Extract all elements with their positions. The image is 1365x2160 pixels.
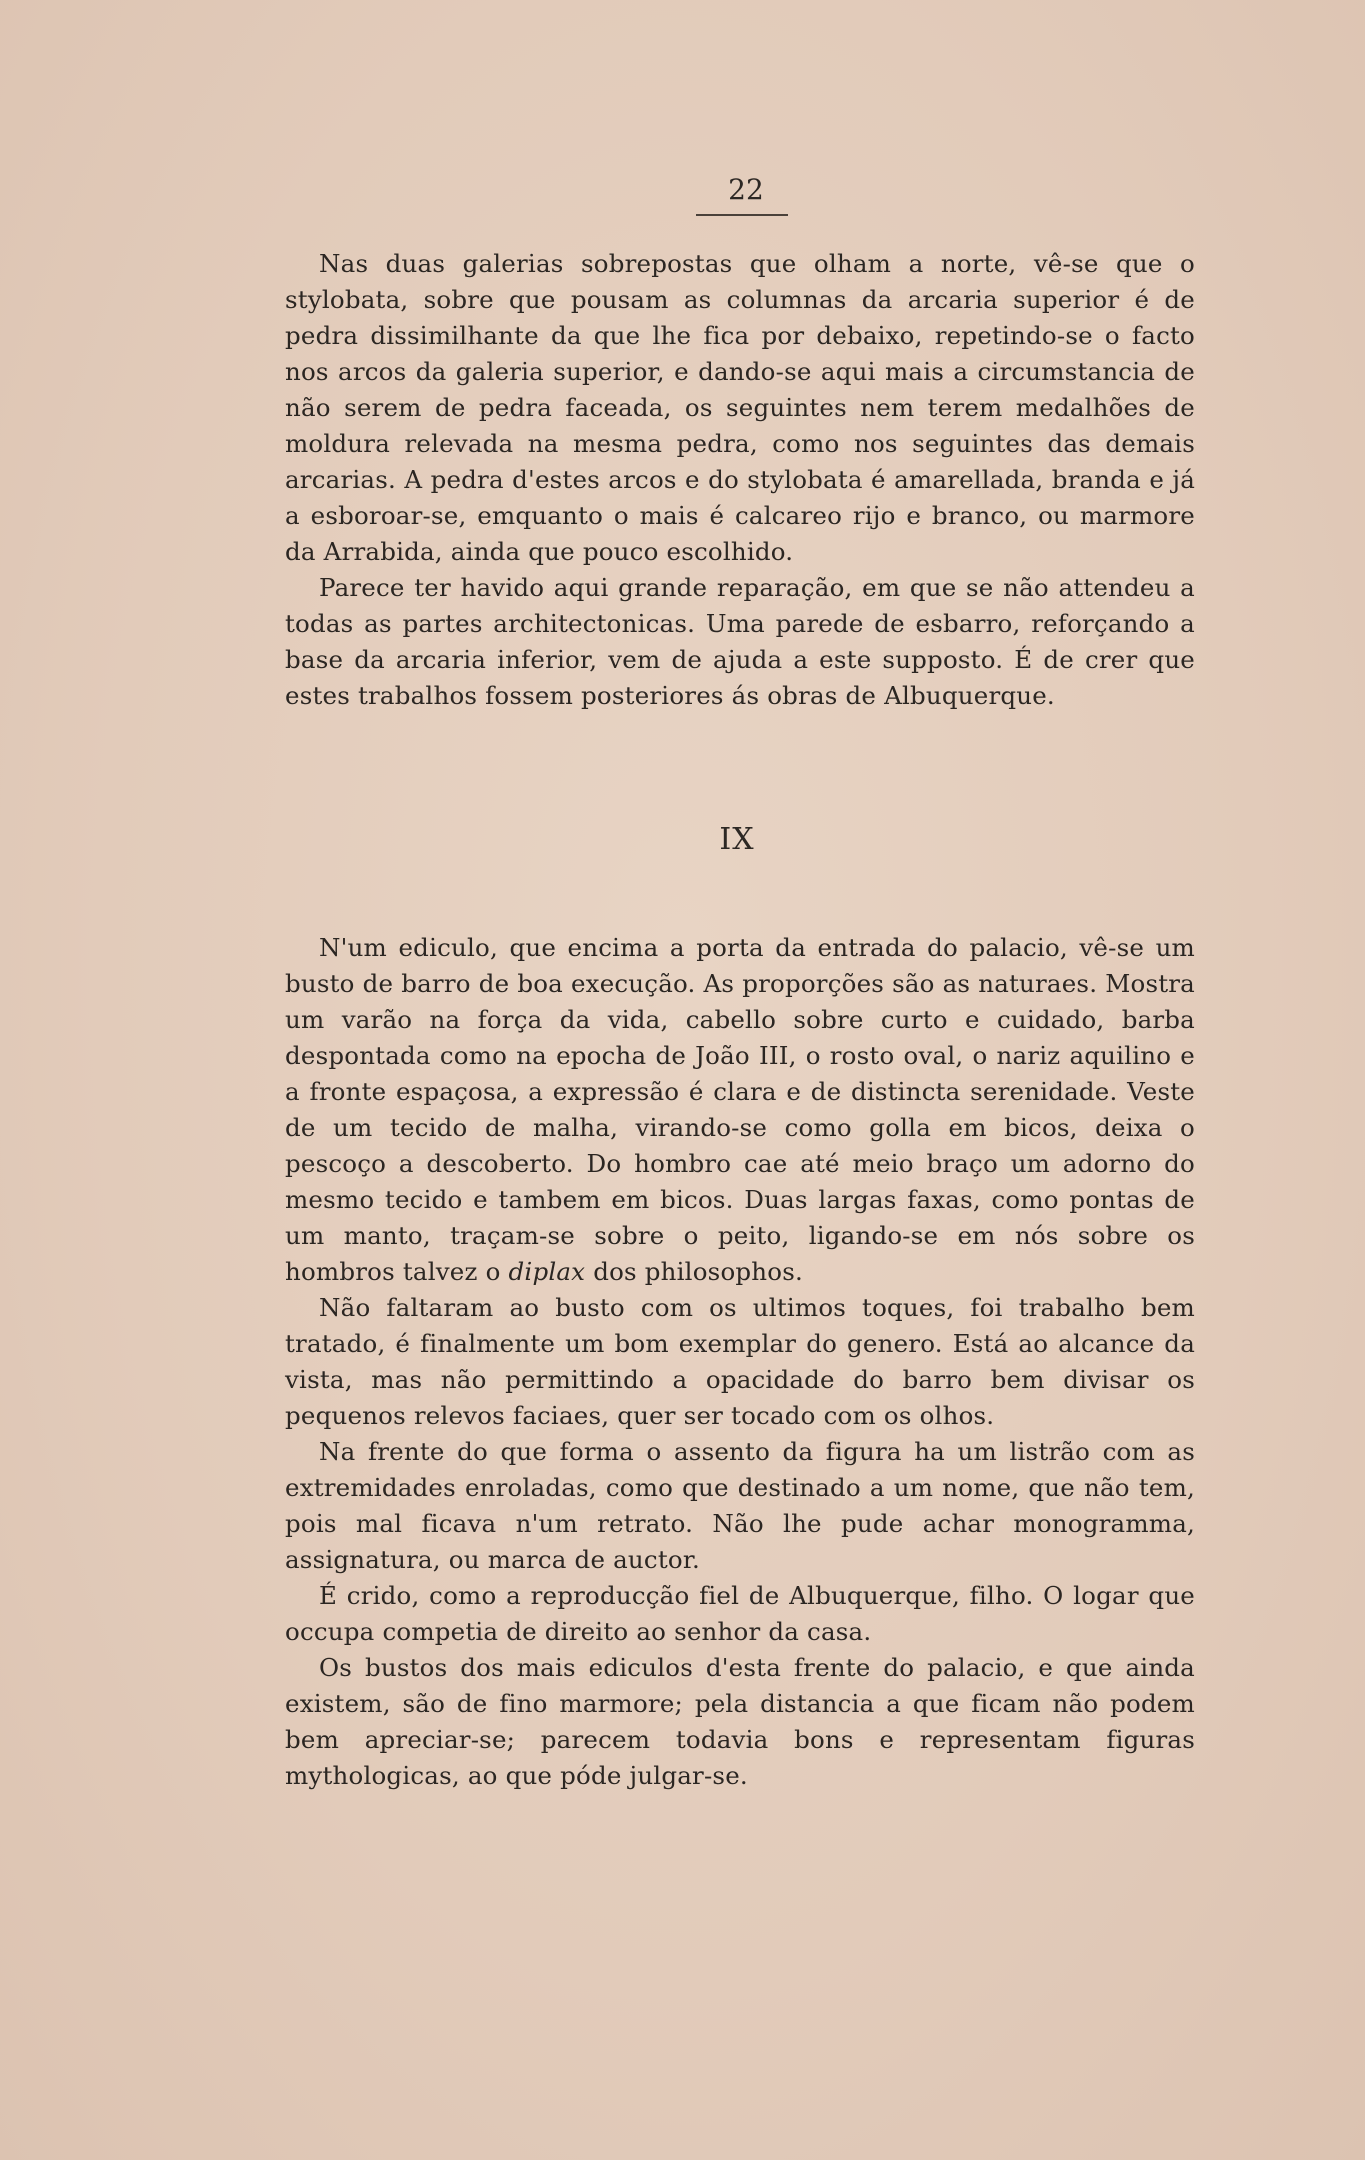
paragraph: Na frente do que forma o assento da figura ha um listrão com as extremidades enroladas, como que destinado a um nome, que não tem, pois mal ficava n'um retrato. Não lhe pude achar monogramma, assignatura, ou marca de auctor. [285, 1437, 1195, 1574]
paragraph-text: N'um ediculo, que encima a porta da entrada do palacio, vê-se um busto de barro de boa execução. As proporções são as naturaes. Mostra um varão na força da vida, cabello sobre curto e cuidado, barba despontada como na epocha de João III, o rosto oval, o nariz aquilino e a fronte espaçosa, a expressão é clara e de distincta serenidade. Veste de um tecido de malha, virando-se como golla em bicos, deixa o pescoço a descoberto. Do hombro cae até meio braço um adorno do mesmo tecido e tambem em bicos. Duas largas faxas, como pontas de um manto, traçam-se sobre o peito, ligando-se em nós sobre os hombros talvez o [285, 933, 1195, 1286]
paragraph: É crido, como a reproducção fiel de Albuquerque, filho. O logar que occupa competia de direito ao senhor da casa. [285, 1581, 1195, 1646]
paragraph: Os bustos dos mais ediculos d'esta frente do palacio, e que ainda existem, são de fino marmore; pela distancia a que ficam não podem bem apreciar-se; parecem todavia bons e representam figuras mythologicas, ao que póde julgar-se. [285, 1653, 1195, 1790]
paragraph [285, 930, 1195, 1290]
page-number-rule [696, 214, 788, 216]
section-heading: IX [719, 822, 755, 857]
paragraph-text: dos philosophos. [585, 1257, 803, 1286]
paragraph: Não faltaram ao busto com os ultimos toques, foi trabalho bem tratado, é finalmente um bom exemplar do genero. Está ao alcance da vista, mas não permittindo a opacidade do barro bem divisar os pequenos relevos faciaes, quer ser tocado com os olhos. [285, 1293, 1195, 1430]
page-number: 22 [728, 173, 764, 206]
paragraph: Nas duas galerias sobrepostas que olham a norte, vê-se que o stylobata, sobre que pousam as columnas da arcaria superior é de pedra dissimilhante da que lhe fica por debaixo, repetindo-se o facto nos arcos da galeria superior, e dando-se aqui mais a circumstancia de não serem de pedra faceada, os seguintes nem terem medalhões de moldura relevada na mesma pedra, como nos seguintes das demais arcarias. A pedra d'estes arcos e do stylobata é amarellada, branda e já a esboroar-se, emquanto o mais é calcareo rijo e branco, ou marmore da Arrabida, ainda que pouco escolhido. [285, 249, 1195, 566]
section-text-2 [285, 930, 1195, 1794]
section-text-1 [285, 246, 1195, 714]
italic-term: diplax [508, 1257, 586, 1286]
paragraph: Parece ter havido aqui grande reparação, em que se não attendeu a todas as partes architectonicas. Uma parede de esbarro, reforçando a base da arcaria inferior, vem de ajuda a este supposto. É de crer que estes trabalhos fossem posteriores ás obras de Albuquerque. [285, 573, 1195, 710]
